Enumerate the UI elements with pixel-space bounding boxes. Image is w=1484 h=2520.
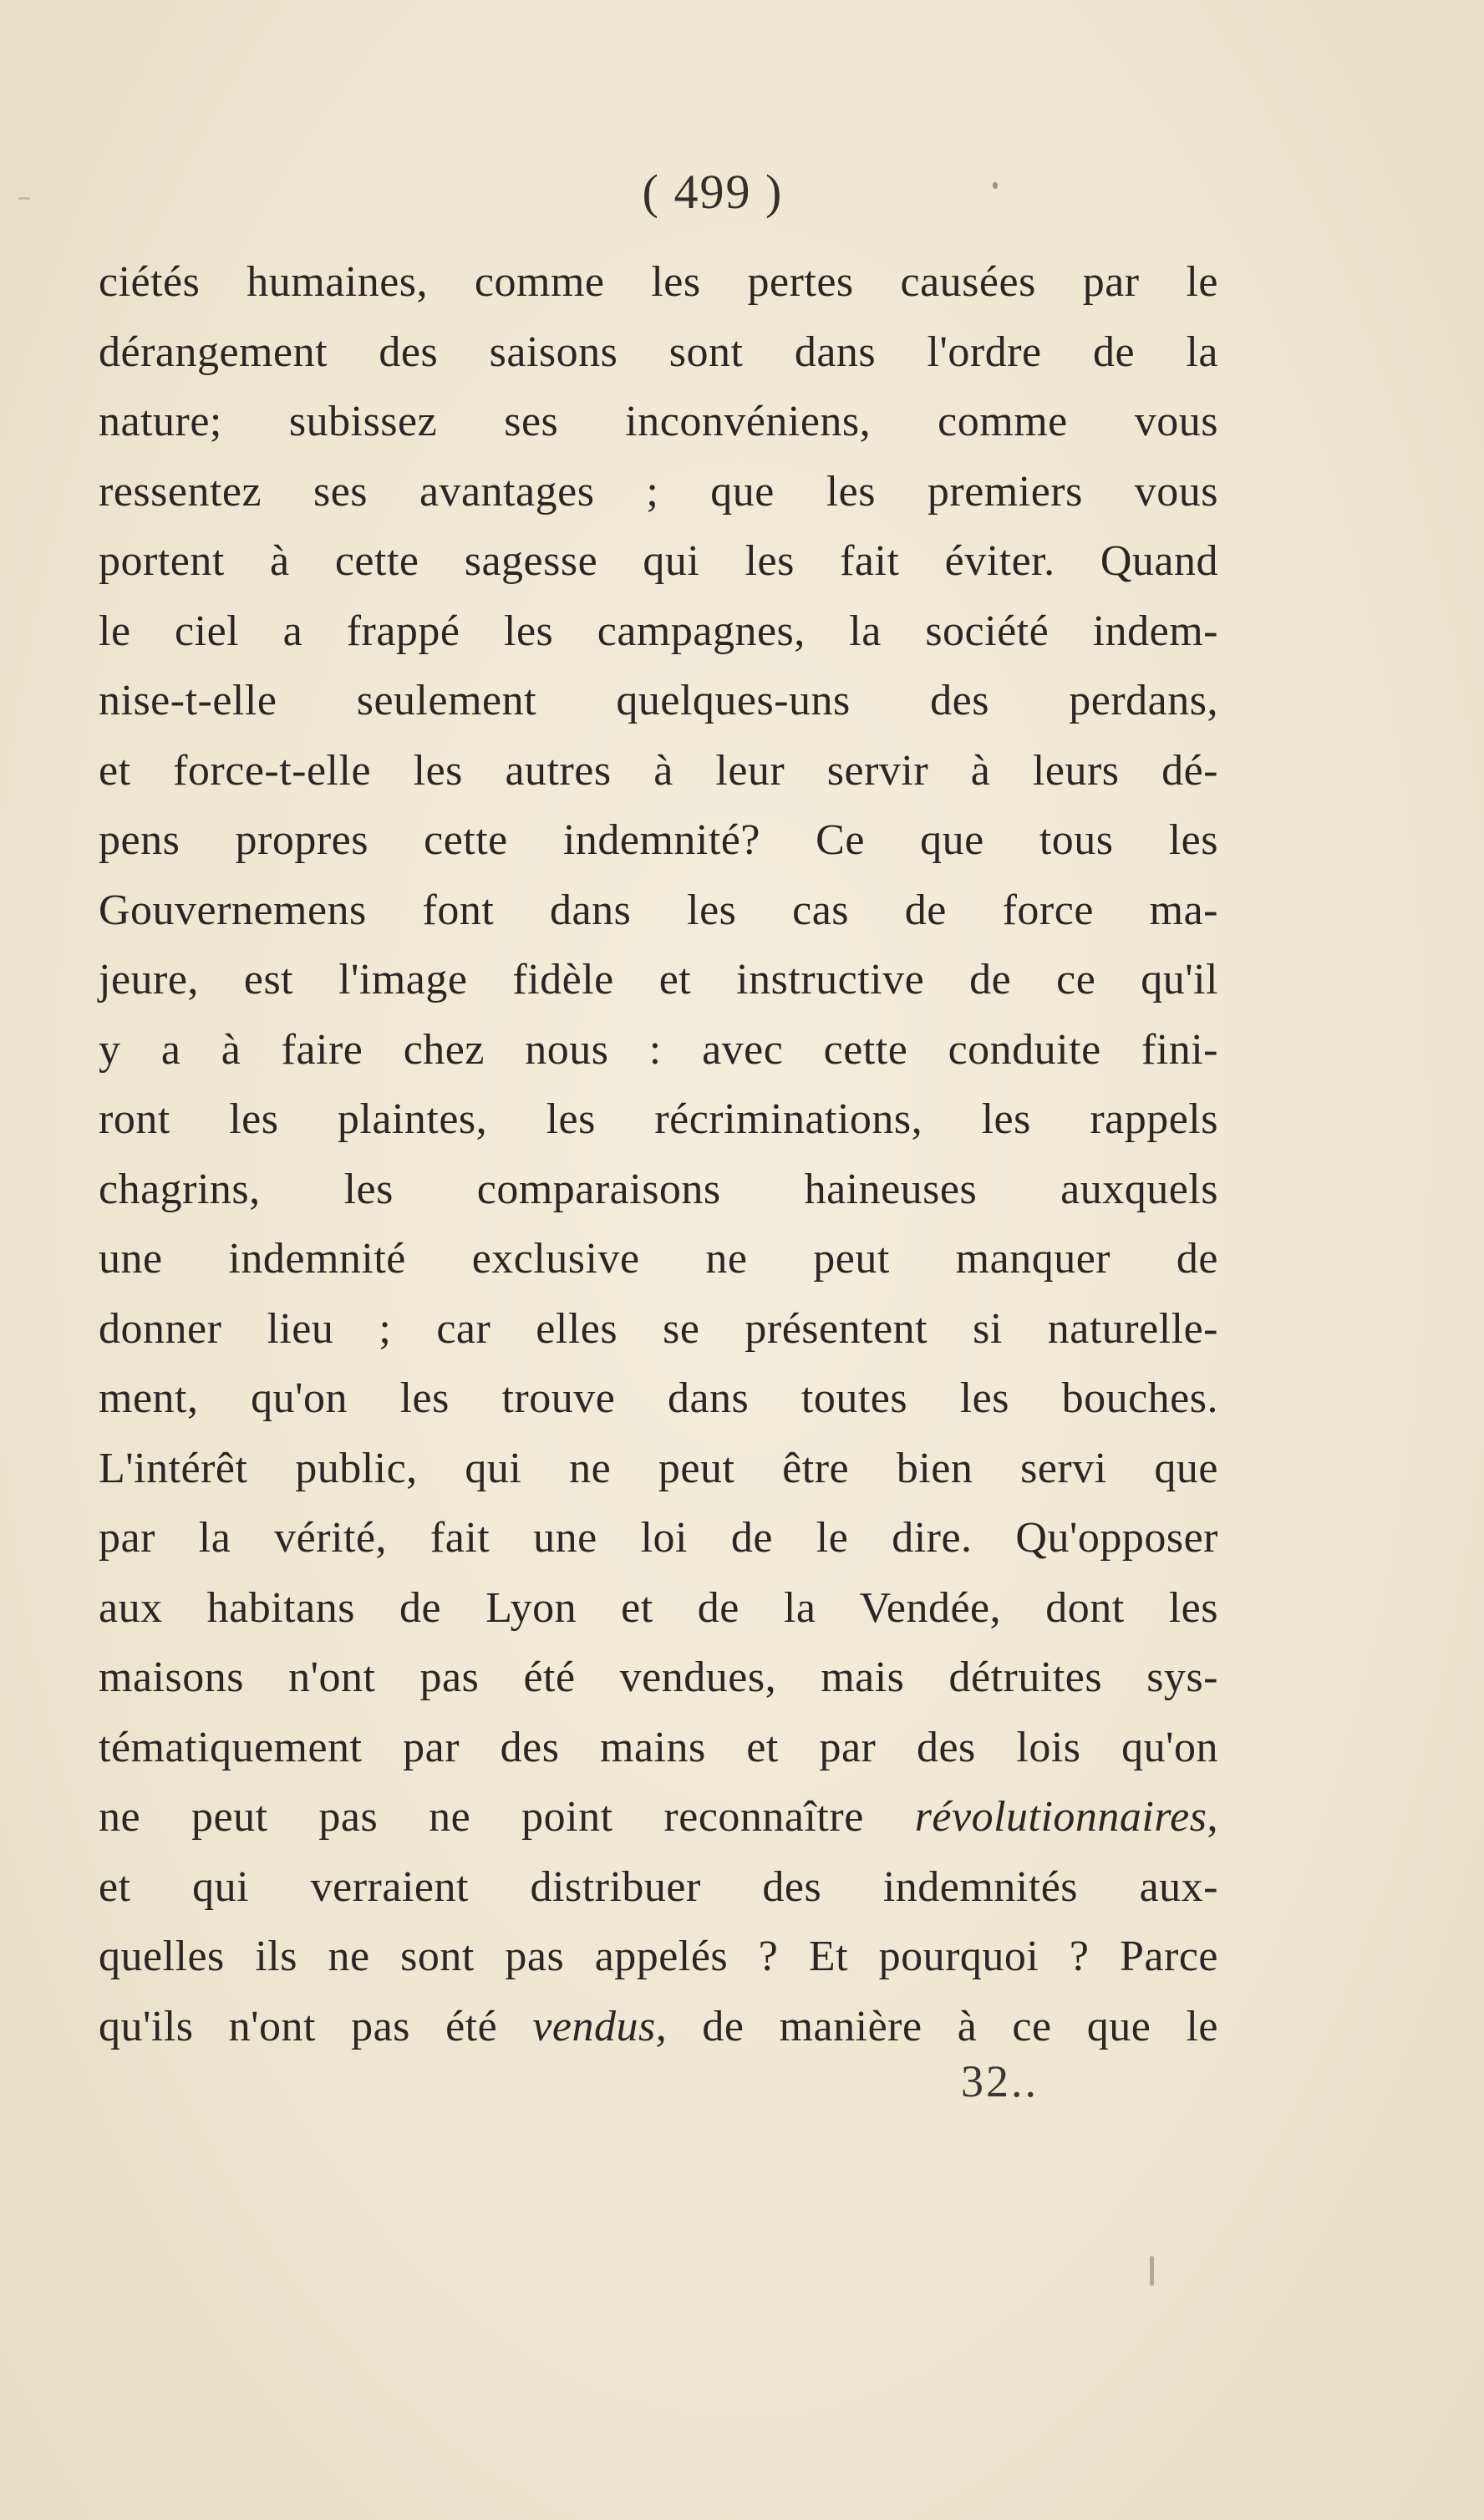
text-line bbox=[99, 1782, 1218, 1852]
text-line: ront les plaintes, les récriminations, les rappels bbox=[99, 1095, 1218, 1143]
text-line: le ciel a frappé les campagnes, la société indem- bbox=[99, 607, 1218, 655]
text-line: quelles ils ne sont pas appelés ? Et pourquoi ? Parce bbox=[99, 1933, 1218, 1980]
text-line: dérangement des saisons sont dans l'ordre de la bbox=[99, 328, 1218, 376]
text-line: jeure, est l'image fidèle et instructive de ce qu'il bbox=[99, 956, 1218, 1003]
italic-word: vendus, bbox=[532, 2002, 668, 2050]
text-line: par la vérité, fait une loi de le dire. Qu'opposer bbox=[99, 1514, 1218, 1562]
italic-word: révolutionnaires bbox=[914, 1793, 1207, 1841]
text-line: portent à cette sagesse qui les fait éviter. Quand bbox=[99, 537, 1218, 585]
text-line: ment, qu'on les trouve dans toutes les bouches. bbox=[99, 1374, 1218, 1422]
text-line: y a à faire chez nous : avec cette conduite fini- bbox=[99, 1025, 1218, 1074]
text-line: pens propres cette indemnité? Ce que tous les bbox=[99, 816, 1218, 864]
text-line: et force-t-elle les autres à leur servir à leurs dé- bbox=[99, 746, 1218, 795]
text-line: L'intérêt public, qui ne peut être bien servi que bbox=[99, 1444, 1218, 1492]
text-line: maisons n'ont pas été vendues, mais détruites sys- bbox=[99, 1654, 1218, 1701]
paper-speck bbox=[18, 197, 30, 200]
text-line: ciétés humaines, comme les pertes causées par le bbox=[99, 258, 1218, 306]
paper-speck bbox=[993, 182, 998, 189]
text-line: ressentez ses avantages ; que les premiers vous bbox=[99, 467, 1218, 516]
body-text bbox=[99, 247, 1218, 2061]
text-segment: qu'ils n'ont pas été bbox=[99, 2002, 533, 2050]
text-segment: , bbox=[1207, 1793, 1218, 1841]
paper-speck bbox=[1150, 2256, 1154, 2286]
text-line: nature; subissez ses inconvéniens, comme vous bbox=[99, 398, 1218, 445]
text-line: une indemnité exclusive ne peut manquer de bbox=[99, 1235, 1218, 1283]
text-line: et qui verraient distribuer des indemnités aux- bbox=[99, 1862, 1218, 1911]
text-line: Gouvernemens font dans les cas de force ma- bbox=[99, 886, 1218, 934]
text-segment: ne peut pas ne point reconnaître bbox=[99, 1793, 915, 1841]
text-line: aux habitans de Lyon et de la Vendée, dont les bbox=[99, 1583, 1218, 1632]
text-line: donner lieu ; car elles se présentent si naturelle- bbox=[99, 1304, 1218, 1353]
text-line: tématiquement par des mains et par des lois qu'on bbox=[99, 1723, 1218, 1771]
signature-mark: 32.. bbox=[961, 2056, 1039, 2106]
text-line: nise-t-elle seulement quelques-uns des perdans, bbox=[99, 677, 1218, 724]
text-segment: de manière à ce que le bbox=[667, 2002, 1218, 2050]
page-number-header: ( 499 ) bbox=[642, 165, 784, 219]
text-line bbox=[99, 1992, 1218, 2062]
text-line: chagrins, les comparaisons haineuses auxquels bbox=[99, 1165, 1218, 1213]
